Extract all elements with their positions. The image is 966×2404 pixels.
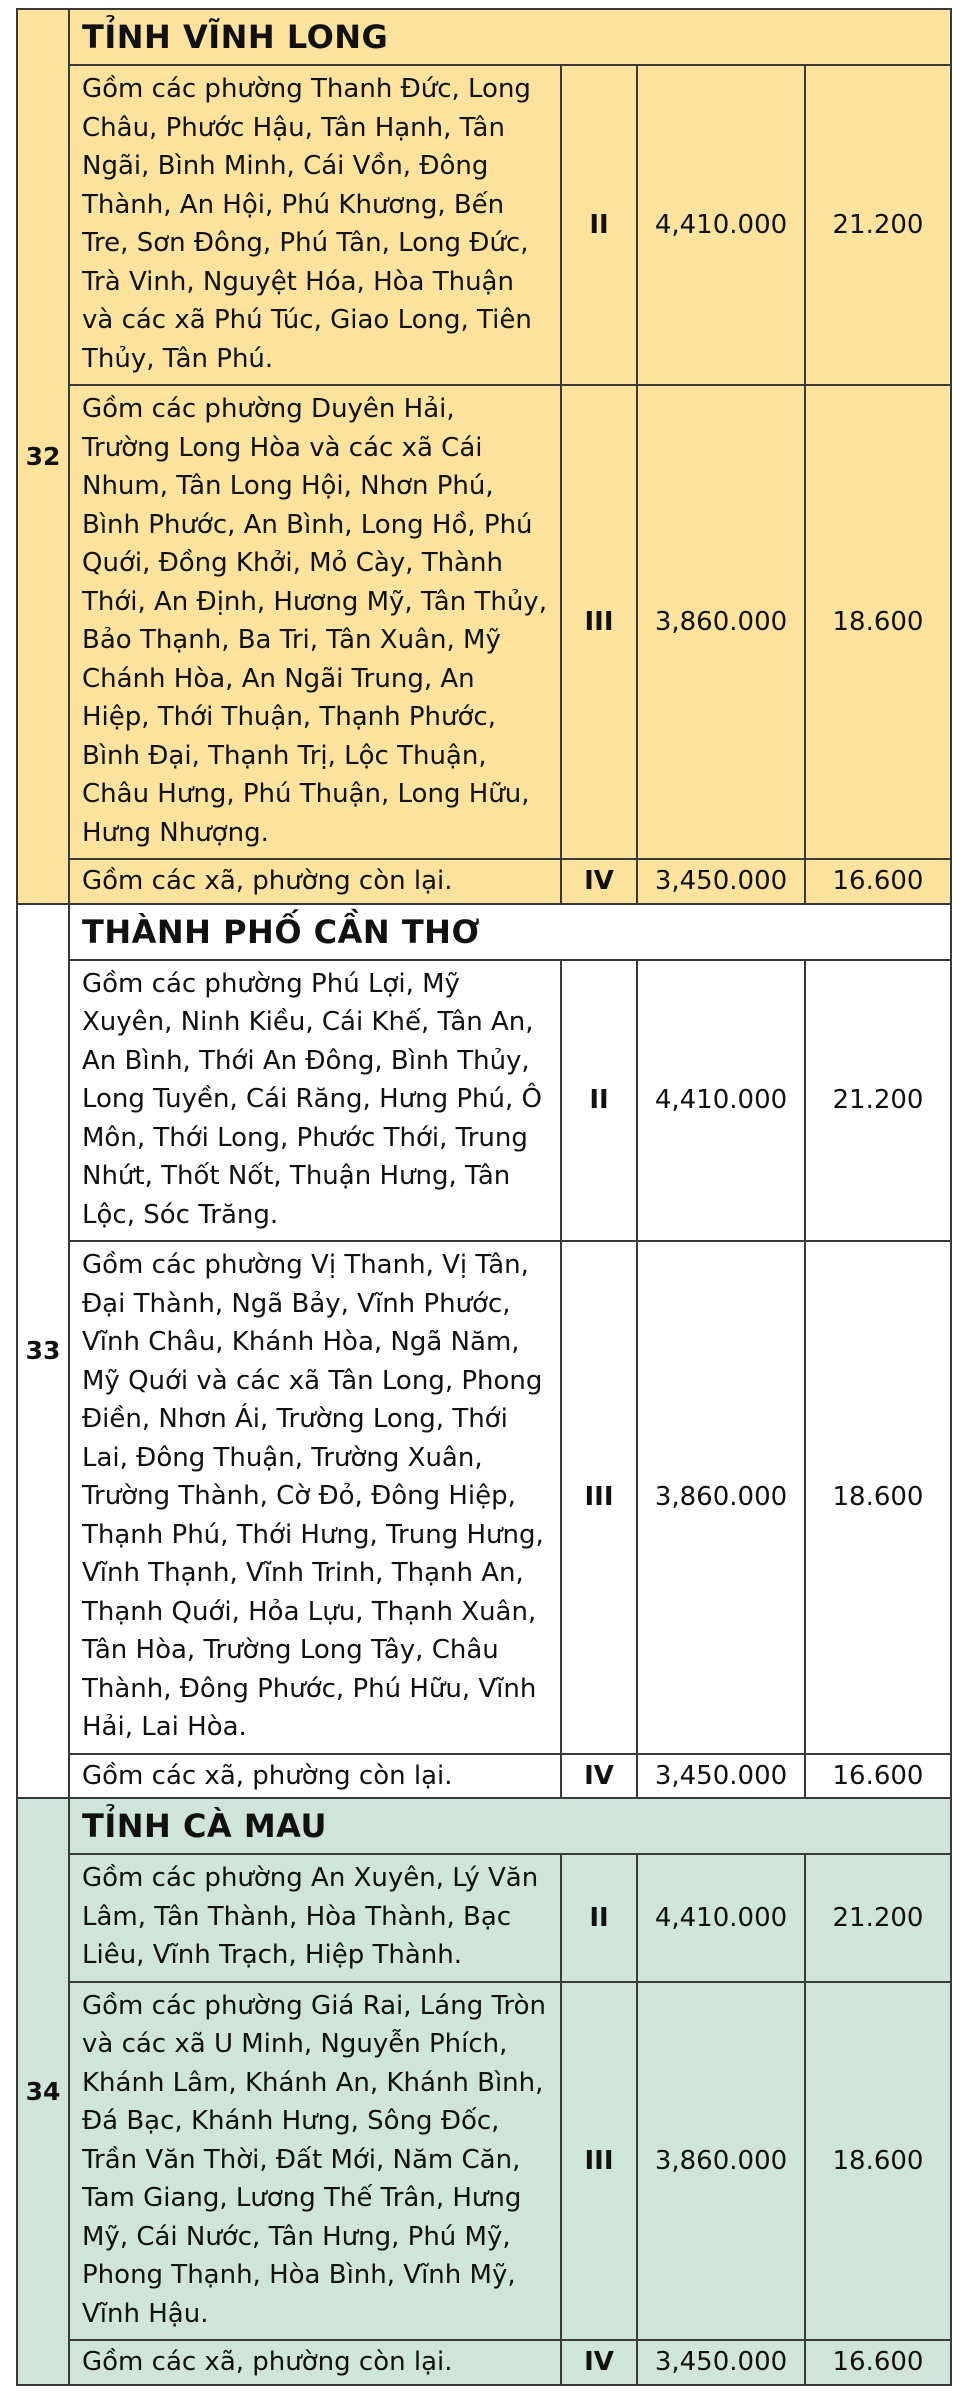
area-description: Gồm các xã, phường còn lại. xyxy=(69,2340,561,2385)
area-description: Gồm các phường Phú Lợi, Mỹ Xuyên, Ninh Kiều, Cái Khế, Tân An, An Bình, Thới An Đông, Bình Thủy, Long Tuyền, Cái Răng, Hưng Phú, Ô Môn, Thới Long, Phước Thới, Trung Nhứt, Thốt Nốt, Thuận Hưng, Tân Lộc, Sóc Trăng. xyxy=(69,960,561,1242)
region-zone: III xyxy=(561,1982,637,2341)
region-zone: IV xyxy=(561,859,637,904)
table-row xyxy=(17,859,951,904)
province-header-row xyxy=(17,1798,951,1854)
province-name: TỈNH CÀ MAU xyxy=(69,1798,951,1854)
monthly-wage: 3,450.000 xyxy=(637,859,805,904)
region-zone: IV xyxy=(561,2340,637,2385)
monthly-wage: 4,410.000 xyxy=(637,960,805,1242)
region-zone: II xyxy=(561,65,637,385)
province-name: TỈNH VĨNH LONG xyxy=(69,9,951,65)
province-name: THÀNH PHỐ CẦN THƠ xyxy=(69,904,951,960)
area-description: Gồm các phường Duyên Hải, Trường Long Hòa và các xã Cái Nhum, Tân Long Hội, Nhơn Phú, Bình Phước, An Bình, Long Hồ, Phú Quới, Đồng Khởi, Mỏ Cày, Thành Thới, An Định, Hương Mỹ, Tân Thủy, Bảo Thạnh, Ba Tri, Tân Xuân, Mỹ Chánh Hòa, An Ngãi Trung, An Hiệp, Thới Thuận, Thạnh Phước, Bình Đại, Thạnh Trị, Lộc Thuận, Châu Hưng, Phú Thuận, Long Hữu, Hưng Nhượng. xyxy=(69,385,561,859)
hourly-wage: 16.600 xyxy=(805,2340,951,2385)
monthly-wage: 3,450.000 xyxy=(637,2340,805,2385)
table-row xyxy=(17,385,951,859)
province-number: 32 xyxy=(17,9,69,904)
monthly-wage: 3,860.000 xyxy=(637,1982,805,2341)
table-row xyxy=(17,960,951,1242)
region-zone: II xyxy=(561,960,637,1242)
table-row xyxy=(17,1241,951,1754)
hourly-wage: 16.600 xyxy=(805,1754,951,1799)
hourly-wage: 18.600 xyxy=(805,1982,951,2341)
monthly-wage: 4,410.000 xyxy=(637,1854,805,1982)
province-header-row xyxy=(17,9,951,65)
hourly-wage: 18.600 xyxy=(805,1241,951,1754)
hourly-wage: 16.600 xyxy=(805,859,951,904)
area-description: Gồm các xã, phường còn lại. xyxy=(69,859,561,904)
area-description: Gồm các phường Thanh Đức, Long Châu, Phước Hậu, Tân Hạnh, Tân Ngãi, Bình Minh, Cái Vồn, Đông Thành, An Hội, Phú Khương, Bến Tre, Sơn Đông, Phú Tân, Long Đức, Trà Vinh, Nguyệt Hóa, Hòa Thuận và các xã Phú Túc, Giao Long, Tiên Thủy, Tân Phú. xyxy=(69,65,561,385)
hourly-wage: 21.200 xyxy=(805,960,951,1242)
region-zone: III xyxy=(561,385,637,859)
area-description: Gồm các xã, phường còn lại. xyxy=(69,1754,561,1799)
area-description: Gồm các phường An Xuyên, Lý Văn Lâm, Tân Thành, Hòa Thành, Bạc Liêu, Vĩnh Trạch, Hiệp Thành. xyxy=(69,1854,561,1982)
province-number: 34 xyxy=(17,1798,69,2385)
region-zone: II xyxy=(561,1854,637,1982)
monthly-wage: 4,410.000 xyxy=(637,65,805,385)
monthly-wage: 3,450.000 xyxy=(637,1754,805,1799)
province-number: 33 xyxy=(17,904,69,1799)
table-row xyxy=(17,1982,951,2341)
hourly-wage: 21.200 xyxy=(805,1854,951,1982)
region-zone: III xyxy=(561,1241,637,1754)
table-row xyxy=(17,65,951,385)
area-description: Gồm các phường Giá Rai, Láng Tròn và các xã U Minh, Nguyễn Phích, Khánh Lâm, Khánh An, Khánh Bình, Đá Bạc, Khánh Hưng, Sông Đốc, Trần Văn Thời, Đất Mới, Năm Căn, Tam Giang, Lương Thế Trân, Hưng Mỹ, Cái Nước, Tân Hưng, Phú Mỹ, Phong Thạnh, Hòa Bình, Vĩnh Mỹ, Vĩnh Hậu. xyxy=(69,1982,561,2341)
hourly-wage: 21.200 xyxy=(805,65,951,385)
table-row xyxy=(17,1754,951,1799)
table-row xyxy=(17,1854,951,1982)
monthly-wage: 3,860.000 xyxy=(637,385,805,859)
province-header-row xyxy=(17,904,951,960)
hourly-wage: 18.600 xyxy=(805,385,951,859)
table-row xyxy=(17,2340,951,2385)
monthly-wage: 3,860.000 xyxy=(637,1241,805,1754)
area-description: Gồm các phường Vị Thanh, Vị Tân, Đại Thành, Ngã Bảy, Vĩnh Phước, Vĩnh Châu, Khánh Hòa, Ngã Năm, Mỹ Quới và các xã Tân Long, Phong Điền, Nhơn Ái, Trường Long, Thới Lai, Đông Thuận, Trường Xuân, Trường Thành, Cờ Đỏ, Đông Hiệp, Thạnh Phú, Thới Hưng, Trung Hưng, Vĩnh Thạnh, Vĩnh Trinh, Thạnh An, Thạnh Quới, Hỏa Lựu, Thạnh Xuân, Tân Hòa, Trường Long Tây, Châu Thành, Đông Phước, Phú Hữu, Vĩnh Hải, Lai Hòa. xyxy=(69,1241,561,1754)
region-zone: IV xyxy=(561,1754,637,1799)
minimum-wage-table xyxy=(16,8,952,2386)
